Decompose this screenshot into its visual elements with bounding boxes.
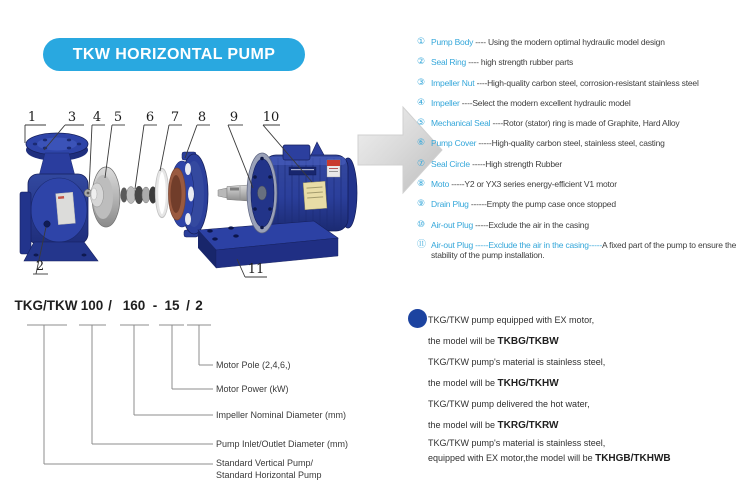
- callout-inlet-diameter: Pump Inlet/Outlet Diameter (mm): [216, 439, 349, 449]
- circled-number-icon: ④: [417, 97, 426, 108]
- model-code: TKBG/TKBW: [497, 335, 559, 347]
- circled-number-icon: ②: [417, 57, 426, 68]
- motor-nameplate: [303, 181, 327, 209]
- variant-stainless: TKG/TKW pump's material is stainless steel, the model will be TKHG/TKHW: [428, 357, 606, 389]
- part-number-11: 11: [247, 262, 265, 277]
- exploded-pump-diagram: [12, 98, 444, 290]
- model-segment-impeller: 160: [122, 298, 146, 313]
- parts-list-item-11: ⑪ Air-out Plug -----Exclude the air in the casing-----A fixed part of the pump to ensure the stability of the pump installation.: [417, 239, 737, 260]
- seal-circle: [156, 169, 169, 218]
- parts-list-item-8: ⑧ Moto -----Y2 or YX3 series energy-efficient V1 motor: [417, 179, 617, 190]
- model-variants: [400, 302, 756, 466]
- page-title: TKW HORIZONTAL PUMP: [43, 38, 305, 71]
- parts-list-item-5: ⑤ Mechanical Seal ----Rotor (stator) ring is made of Graphite, Hard Alloy: [417, 118, 680, 129]
- circled-number-icon: ⑧: [417, 179, 426, 190]
- circled-number-icon: ⑦: [417, 158, 426, 169]
- callout-motor-pole: Motor Pole (2,4,6,): [216, 360, 291, 370]
- pump-body: [20, 133, 98, 261]
- motor-flange: [247, 153, 277, 233]
- model-separator: /: [186, 298, 190, 313]
- model-segment-brand: TKG/TKW: [14, 298, 78, 313]
- circled-number-icon: ⑩: [417, 219, 426, 230]
- circled-number-icon: ③: [417, 77, 426, 88]
- pump-diagram-svg: [12, 98, 444, 290]
- variant-hot-water: TKG/TKW pump delivered the hot water, the model will be TKRG/TKRW: [428, 399, 590, 431]
- model-code-breakdown: [14, 296, 372, 496]
- model-code: TKHGB/TKHWB: [595, 452, 671, 464]
- part-number-8: 8: [197, 110, 207, 125]
- part-number-7: 7: [170, 110, 180, 125]
- parts-list-item-4: ④ Impeller ----Select the modern excellent hydraulic model: [417, 97, 631, 108]
- model-separator: /: [108, 298, 112, 313]
- model-code: TKHG/TKHW: [497, 377, 559, 389]
- circled-number-icon: ⑨: [417, 199, 426, 210]
- parts-list-item-1: ① Pump Body ---- Using the modern optimal hydraulic model design: [417, 37, 665, 47]
- pump-label: [56, 192, 76, 224]
- part-number-4: 4: [92, 110, 102, 125]
- part-number-10: 10: [262, 110, 280, 125]
- parts-list-item-6: ⑥ Pump Cover -----High-quality carbon steel, stainless steel, casting: [417, 138, 665, 149]
- callout-series-line1: Standard Vertical Pump/: [216, 458, 314, 468]
- drain-plug: [44, 221, 50, 227]
- bullet-circle-icon: [408, 309, 427, 328]
- red-sticker: [327, 160, 340, 177]
- circled-number-icon: ⑥: [417, 138, 426, 149]
- parts-list-item-10: ⑩ Air-out Plug -----Exclude the air in the casing: [417, 219, 589, 230]
- parts-list-item-2: ② Seal Ring ---- high strength rubber parts: [417, 57, 574, 68]
- part-number-1: 1: [27, 110, 37, 125]
- lifting-lug: [311, 142, 324, 155]
- circled-number-icon: ①: [417, 37, 426, 47]
- motor: [264, 142, 357, 231]
- part-number-6: 6: [145, 110, 155, 125]
- model-separator: -: [152, 298, 158, 313]
- part-number-9: 9: [229, 110, 239, 125]
- circled-number-icon: ⑤: [417, 118, 426, 129]
- model-code: TKRG/TKRW: [497, 419, 559, 431]
- callout-motor-power: Motor Power (kW): [216, 384, 289, 394]
- parts-list-item-3: ③ Impeller Nut ----High-quality carbon steel, corrosion-resistant stainless steel: [417, 77, 699, 88]
- variant-stainless-ex: TKG/TKW pump's material is stainless steel, equipped with EX motor,the model will be TKHGB/TKHWB: [428, 438, 671, 464]
- callout-impeller-diameter: Impeller Nominal Diameter (mm): [216, 410, 347, 420]
- model-segment-power: 15: [164, 298, 180, 313]
- pump-cover: [169, 152, 209, 237]
- model-segment-inlet: 100: [80, 298, 104, 313]
- parts-list-item-7: ⑦ Seal Circle -----High strength Rubber: [417, 158, 563, 169]
- parts-list: [417, 37, 756, 270]
- parts-list-item-9: ⑨ Drain Plug ------Empty the pump case once stopped: [417, 199, 616, 210]
- model-segment-pole: 2: [195, 298, 203, 313]
- callout-series: [216, 458, 322, 481]
- circled-number-icon: ⑪: [417, 239, 427, 250]
- part-number-3: 3: [67, 110, 77, 125]
- variant-ex-motor: TKG/TKW pump equipped with EX motor, the model will be TKBG/TKBW: [428, 315, 595, 347]
- mechanical-seal: [121, 186, 158, 204]
- callout-series-line2: Standard Horizontal Pump: [216, 469, 322, 480]
- part-number-2: 2: [35, 259, 45, 274]
- part-number-5: 5: [113, 110, 123, 125]
